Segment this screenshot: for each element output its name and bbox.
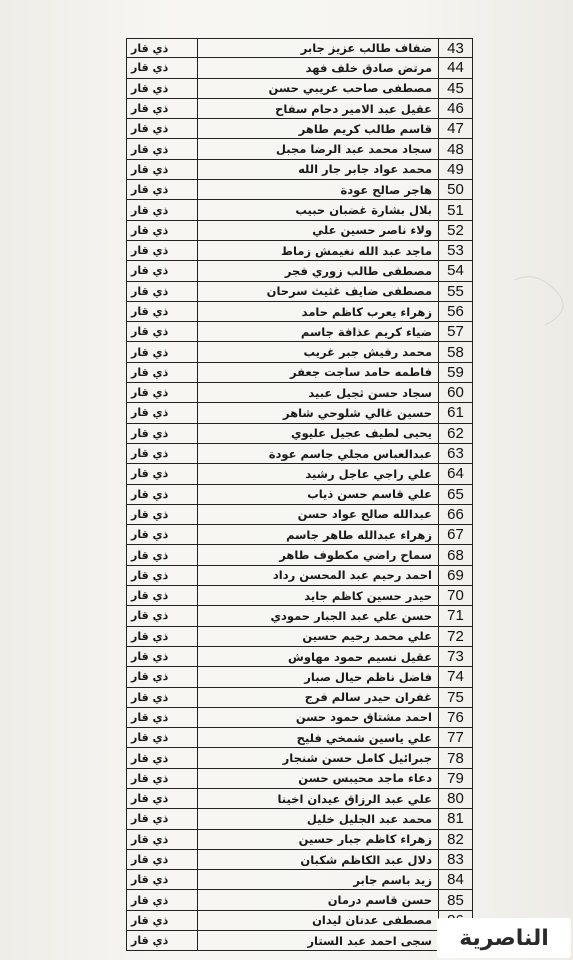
row-number: 50 (438, 180, 472, 199)
person-name: قاسم طالب كريم طاهر (197, 119, 438, 138)
row-number: 73 (438, 647, 472, 666)
table-row (127, 444, 472, 464)
governorate: ذي قار (131, 690, 169, 704)
person-name: عبدالعباس مجلي جاسم عودة (197, 444, 438, 463)
table-row (127, 485, 472, 505)
row-number: 85 (438, 890, 472, 909)
row-number: 81 (438, 809, 472, 828)
watermark-logo (437, 918, 571, 958)
table-row (127, 403, 472, 423)
table-row (127, 363, 472, 383)
person-name: زيد باسم جابر (197, 870, 438, 889)
table-row (127, 241, 472, 261)
governorate: ذي قار (131, 467, 169, 481)
person-name: ضفاف طالب عزيز جابر (197, 39, 438, 57)
row-number: 78 (438, 748, 472, 767)
table-row (127, 464, 472, 484)
governorate: ذي قار (131, 305, 169, 318)
governorate: ذي قار (131, 873, 169, 887)
row-number: 53 (438, 241, 472, 260)
row-number: 47 (438, 119, 472, 138)
row-number: 79 (438, 769, 472, 788)
governorate: ذي قار (131, 264, 169, 278)
table-row (127, 383, 472, 403)
person-name: علي عبد الرزاق عيدان اخينا (197, 789, 438, 808)
row-number: 55 (438, 282, 472, 301)
person-name: غفران حيدر سالم فرج (197, 688, 438, 707)
table-row (127, 139, 472, 159)
governorate: ذي قار (131, 934, 169, 948)
row-number: 60 (438, 383, 472, 402)
table-row (127, 911, 472, 931)
table-row (127, 302, 472, 322)
person-name: عبدالله صالح عواد حسن (197, 505, 438, 524)
person-name: مصطفى طالب زوري فجر (197, 261, 438, 280)
governorate: ذي قار (131, 223, 169, 237)
table-row (127, 221, 472, 241)
person-name: مصطفى صاحب عريبي حسن (197, 79, 438, 98)
governorate: ذي قار (131, 548, 169, 562)
person-name: فاضل ناظم حيال صبار (197, 667, 438, 686)
row-number: 49 (438, 160, 472, 179)
row-number: 52 (438, 221, 472, 240)
table-row (127, 160, 472, 180)
person-name: مصطفى ضايف غثيث سرحان (197, 282, 438, 301)
governorate: ذي قار (131, 771, 169, 785)
table-row (127, 667, 472, 687)
governorate: ذي قار (131, 507, 169, 521)
governorate: ذي قار (131, 81, 169, 95)
table-row (127, 566, 472, 586)
row-number: 71 (438, 606, 472, 625)
table-row (127, 322, 472, 342)
table-row (127, 688, 472, 708)
person-name: دلال عبد الكاظم شكبان (197, 850, 438, 869)
table-row (127, 424, 472, 444)
governorate: ذي قار (131, 650, 169, 664)
governorate: ذي قار (131, 41, 169, 55)
governorate: ذي قار (131, 629, 169, 643)
table-row (127, 870, 472, 890)
table-row (127, 79, 472, 99)
person-name: زهراء عبدالله طاهر جاسم (197, 525, 438, 544)
person-name: مصطفى عدنان ليدان (197, 911, 438, 930)
row-number: 61 (438, 403, 472, 422)
person-name: عقيل عبد الامير دحام سفاح (197, 99, 438, 118)
governorate: ذي قار (131, 325, 169, 339)
governorate: ذي قار (131, 386, 169, 400)
person-name: سجاد محمد عبد الرضا مجبل (197, 139, 438, 158)
governorate: ذي قار (131, 345, 169, 359)
row-number: 45 (438, 79, 472, 98)
governorate: ذي قار (131, 792, 169, 806)
person-name: سجاد حسن ثجيل عبيد (197, 383, 438, 402)
governorate: ذي قار (131, 284, 169, 298)
governorate: ذي قار (131, 162, 169, 176)
table-row (127, 931, 472, 951)
person-name: علي ياسين شمخي فليح (197, 728, 438, 747)
row-number: 67 (438, 525, 472, 544)
governorate: ذي قار (131, 751, 169, 765)
person-name: محمد عبد الجليل خليل (197, 809, 438, 828)
table-row (127, 830, 472, 850)
person-name: حسن علي عبد الجبار حمودي (197, 606, 438, 625)
table-row (127, 545, 472, 565)
row-number: 83 (438, 850, 472, 869)
table-row (127, 890, 472, 910)
person-name: فاطمه حامد ساجت جعفر (197, 363, 438, 382)
governorate: ذي قار (131, 609, 169, 623)
governorate: ذي قار (131, 244, 169, 258)
person-name: ماجد عبد الله نغيمش زماط (197, 241, 438, 260)
table-row (127, 748, 472, 768)
governorate: ذي قار (131, 142, 169, 156)
governorate: ذي قار (131, 832, 169, 846)
governorate: ذي قار (131, 913, 169, 927)
table-row (127, 606, 472, 626)
governorate: ذي قار (131, 731, 169, 745)
row-number: 82 (438, 830, 472, 849)
table-row (127, 261, 472, 281)
person-name: علي قاسم حسن ذياب (197, 485, 438, 504)
governorate: ذي قار (131, 203, 169, 217)
row-number: 54 (438, 261, 472, 280)
row-number: 70 (438, 586, 472, 605)
row-number: 80 (438, 789, 472, 808)
row-number: 74 (438, 667, 472, 686)
governorate: ذي قار (131, 365, 169, 379)
governorate: ذي قار (131, 183, 169, 197)
governorate: ذي قار (131, 406, 169, 420)
governorate: ذي قار (131, 528, 169, 542)
watermark-text: الناصرية (459, 925, 549, 951)
person-name: زهراء كاظم جبار حسين (197, 830, 438, 849)
person-name: سجى احمد عبد الستار (197, 931, 438, 950)
table-row (127, 180, 472, 200)
table-row (127, 789, 472, 809)
person-name: بلال بشارة غضبان حبيب (197, 200, 438, 219)
row-number: 48 (438, 139, 472, 158)
table-row (127, 708, 472, 728)
person-name: سماح راضي مكطوف طاهر (197, 545, 438, 564)
person-name: حسين غالي شلوحي شاهر (197, 403, 438, 422)
table-row (127, 769, 472, 789)
row-number: 84 (438, 870, 472, 889)
person-name: حسن قاسم درمان (197, 890, 438, 909)
person-name: حيدر حسين كاظم جايد (197, 586, 438, 605)
row-number: 62 (438, 424, 472, 443)
governorate: ذي قار (131, 102, 169, 116)
table-row (127, 525, 472, 545)
governorate: ذي قار (131, 589, 169, 603)
table-row (127, 850, 472, 870)
person-name: محمد رفيش جبر غريب (197, 342, 438, 361)
person-name: احمد مشتاق حمود حسن (197, 708, 438, 727)
person-name: يحيى لطيف عجيل عليوي (197, 424, 438, 443)
table-row (127, 627, 472, 647)
table-row (127, 505, 472, 525)
names-table (126, 38, 473, 951)
person-name: زهراء يعرب كاظم حامد (197, 302, 438, 321)
governorate: ذي قار (131, 447, 169, 461)
governorate: ذي قار (131, 61, 169, 75)
row-number: 58 (438, 342, 472, 361)
person-name: مرتض صادق خلف فهد (197, 58, 438, 77)
row-number: 63 (438, 444, 472, 463)
person-name: احمد رحيم عبد المحسن رداد (197, 566, 438, 585)
governorate: ذي قار (131, 812, 169, 826)
person-name: عقيل نسيم حمود مهاوش (197, 647, 438, 666)
table-row (127, 58, 472, 78)
table-row (127, 282, 472, 302)
table-row (127, 809, 472, 829)
table-row (127, 99, 472, 119)
row-number: 51 (438, 200, 472, 219)
governorate: ذي قار (131, 710, 169, 724)
table-row (127, 342, 472, 362)
row-number: 75 (438, 688, 472, 707)
governorate: ذي قار (131, 893, 169, 907)
table-row (127, 38, 472, 58)
table-row (127, 728, 472, 748)
paper-smudge (505, 270, 565, 330)
person-name: ضياء كريم عذافة جاسم (197, 322, 438, 341)
row-number: 77 (438, 728, 472, 747)
row-number: 59 (438, 363, 472, 382)
row-number: 65 (438, 485, 472, 504)
governorate: ذي قار (131, 670, 169, 684)
governorate: ذي قار (131, 853, 169, 867)
governorate: ذي قار (131, 122, 169, 136)
row-number: 43 (438, 39, 472, 57)
row-number: 44 (438, 58, 472, 77)
row-number: 76 (438, 708, 472, 727)
row-number: 66 (438, 505, 472, 524)
row-number: 68 (438, 545, 472, 564)
person-name: ولاء ناصر حسين علي (197, 221, 438, 240)
row-number: 64 (438, 464, 472, 483)
person-name: جبرائيل كامل حسن شنجار (197, 748, 438, 767)
governorate: ذي قار (131, 426, 169, 440)
row-number: 46 (438, 99, 472, 118)
row-number: 72 (438, 627, 472, 646)
person-name: دعاء ماجد محيبس حسن (197, 769, 438, 788)
governorate: ذي قار (131, 568, 169, 582)
row-number: 56 (438, 302, 472, 321)
person-name: علي محمد رحيم حسين (197, 627, 438, 646)
table-row (127, 119, 472, 139)
table-row (127, 200, 472, 220)
table-row (127, 586, 472, 606)
person-name: محمد عواد جابر جار الله (197, 160, 438, 179)
governorate: ذي قار (131, 487, 169, 501)
row-number: 57 (438, 322, 472, 341)
row-number: 69 (438, 566, 472, 585)
person-name: هاجر صالح عودة (197, 180, 438, 199)
table-row (127, 647, 472, 667)
person-name: علي راجي عاجل رشيد (197, 464, 438, 483)
